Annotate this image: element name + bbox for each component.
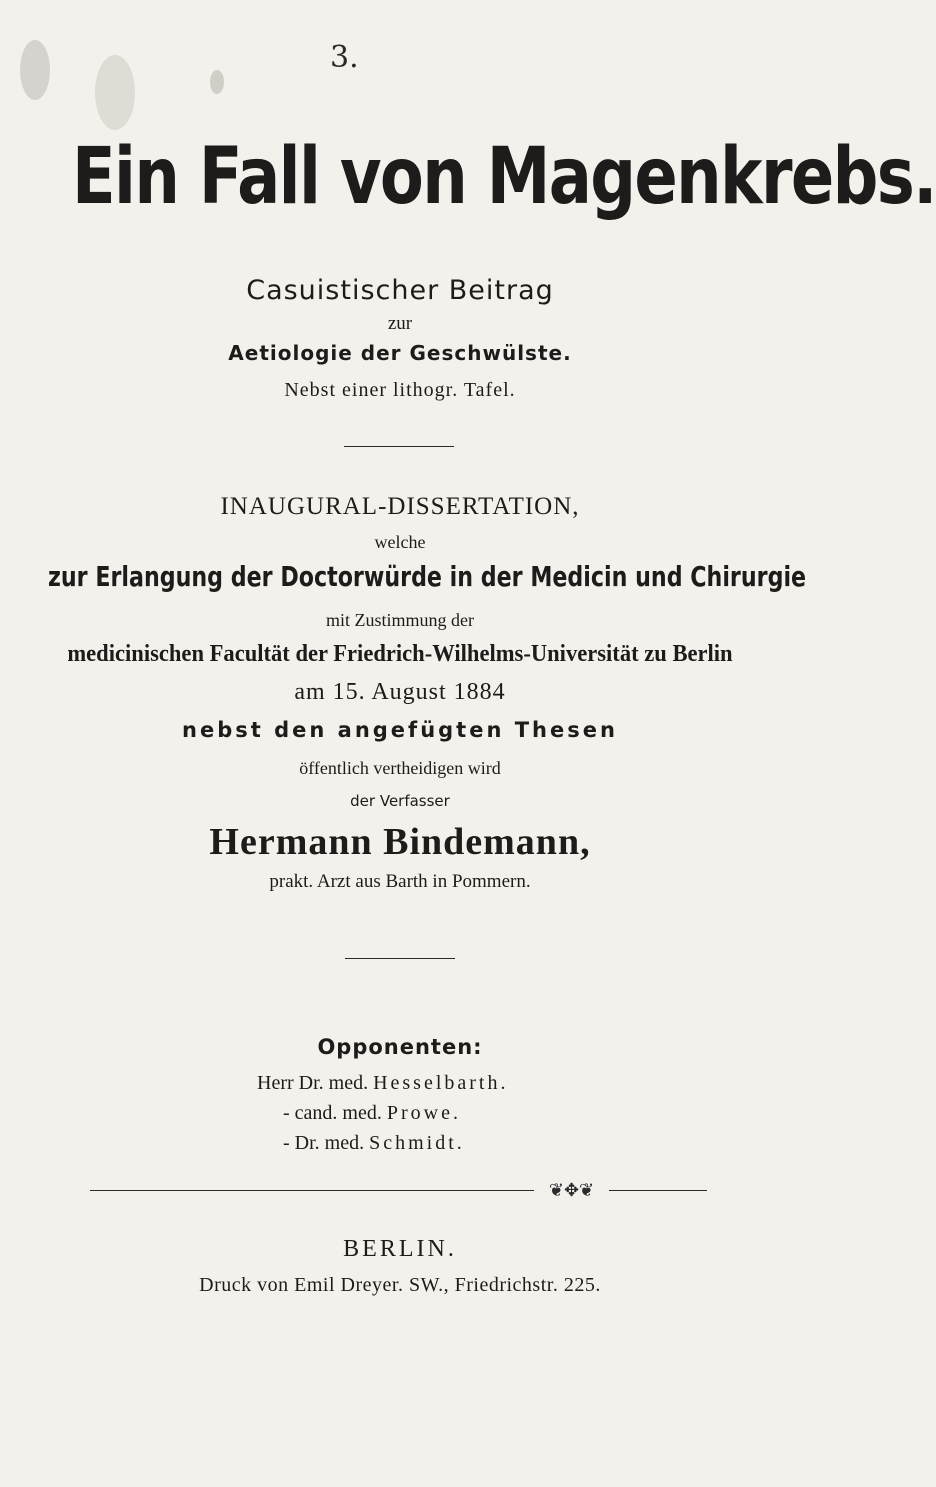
ornament-icon: ❦✥❦ xyxy=(548,1180,595,1200)
opponent-name: Prowe. xyxy=(386,1102,461,1124)
opponent-name: Hesselbarth. xyxy=(373,1072,509,1094)
main-title: Ein Fall von Magenkrebs. xyxy=(72,132,936,222)
opponent-title: - cand. med. xyxy=(283,1102,382,1124)
plate-note: Nebst einer lithogr. Tafel. xyxy=(284,379,516,401)
opponent-entry xyxy=(283,1102,461,1125)
subtitle-connector: zur xyxy=(387,313,413,334)
dissertation-connector: welche xyxy=(374,532,426,552)
opponent-title: Herr Dr. med. xyxy=(257,1072,369,1094)
author-name: Hermann Bindemann, xyxy=(209,821,591,863)
defense-date: am 15. August 1884 xyxy=(294,679,506,705)
ornament-rule-left xyxy=(90,1190,534,1191)
opponent-entry xyxy=(257,1072,509,1095)
printer-line: Druck von Emil Dreyer. SW., Friedrichstr. 225. xyxy=(199,1274,601,1296)
dissertation-heading: INAUGURAL-DISSERTATION, xyxy=(220,493,580,520)
divider-rule xyxy=(344,446,454,447)
publication-city: BERLIN. xyxy=(343,1236,457,1262)
subtitle: Casuistischer Beitrag xyxy=(246,275,554,306)
opponent-name: Schmidt. xyxy=(369,1132,465,1154)
opponent-entry xyxy=(283,1132,465,1155)
subtitle-topic: Aetiologie der Geschwülste. xyxy=(228,341,572,365)
page-corner-mark: 3. xyxy=(330,40,359,75)
faculty-line: medicinischen Facultät der Friedrich-Wilhelms-Universität zu Berlin xyxy=(67,641,733,667)
ink-smudge xyxy=(210,70,224,94)
degree-line: zur Erlangung der Doctorwürde in der Medicin und Chirurgie xyxy=(48,560,807,593)
author-affiliation: prakt. Arzt aus Barth in Pommern. xyxy=(269,871,531,892)
opponent-title: - Dr. med. xyxy=(283,1132,365,1154)
approval-line: mit Zustimmung der xyxy=(326,610,474,630)
ink-smudge xyxy=(20,40,50,100)
opponents-heading: Opponenten: xyxy=(317,1035,483,1059)
ink-smudge xyxy=(95,55,135,130)
theses-line: nebst den angefügten Thesen xyxy=(182,718,618,742)
ornament-rule-right xyxy=(609,1190,707,1191)
defend-line: öffentlich vertheidigen wird xyxy=(299,758,501,778)
author-label: der Verfasser xyxy=(350,792,450,810)
divider-rule xyxy=(345,958,455,959)
